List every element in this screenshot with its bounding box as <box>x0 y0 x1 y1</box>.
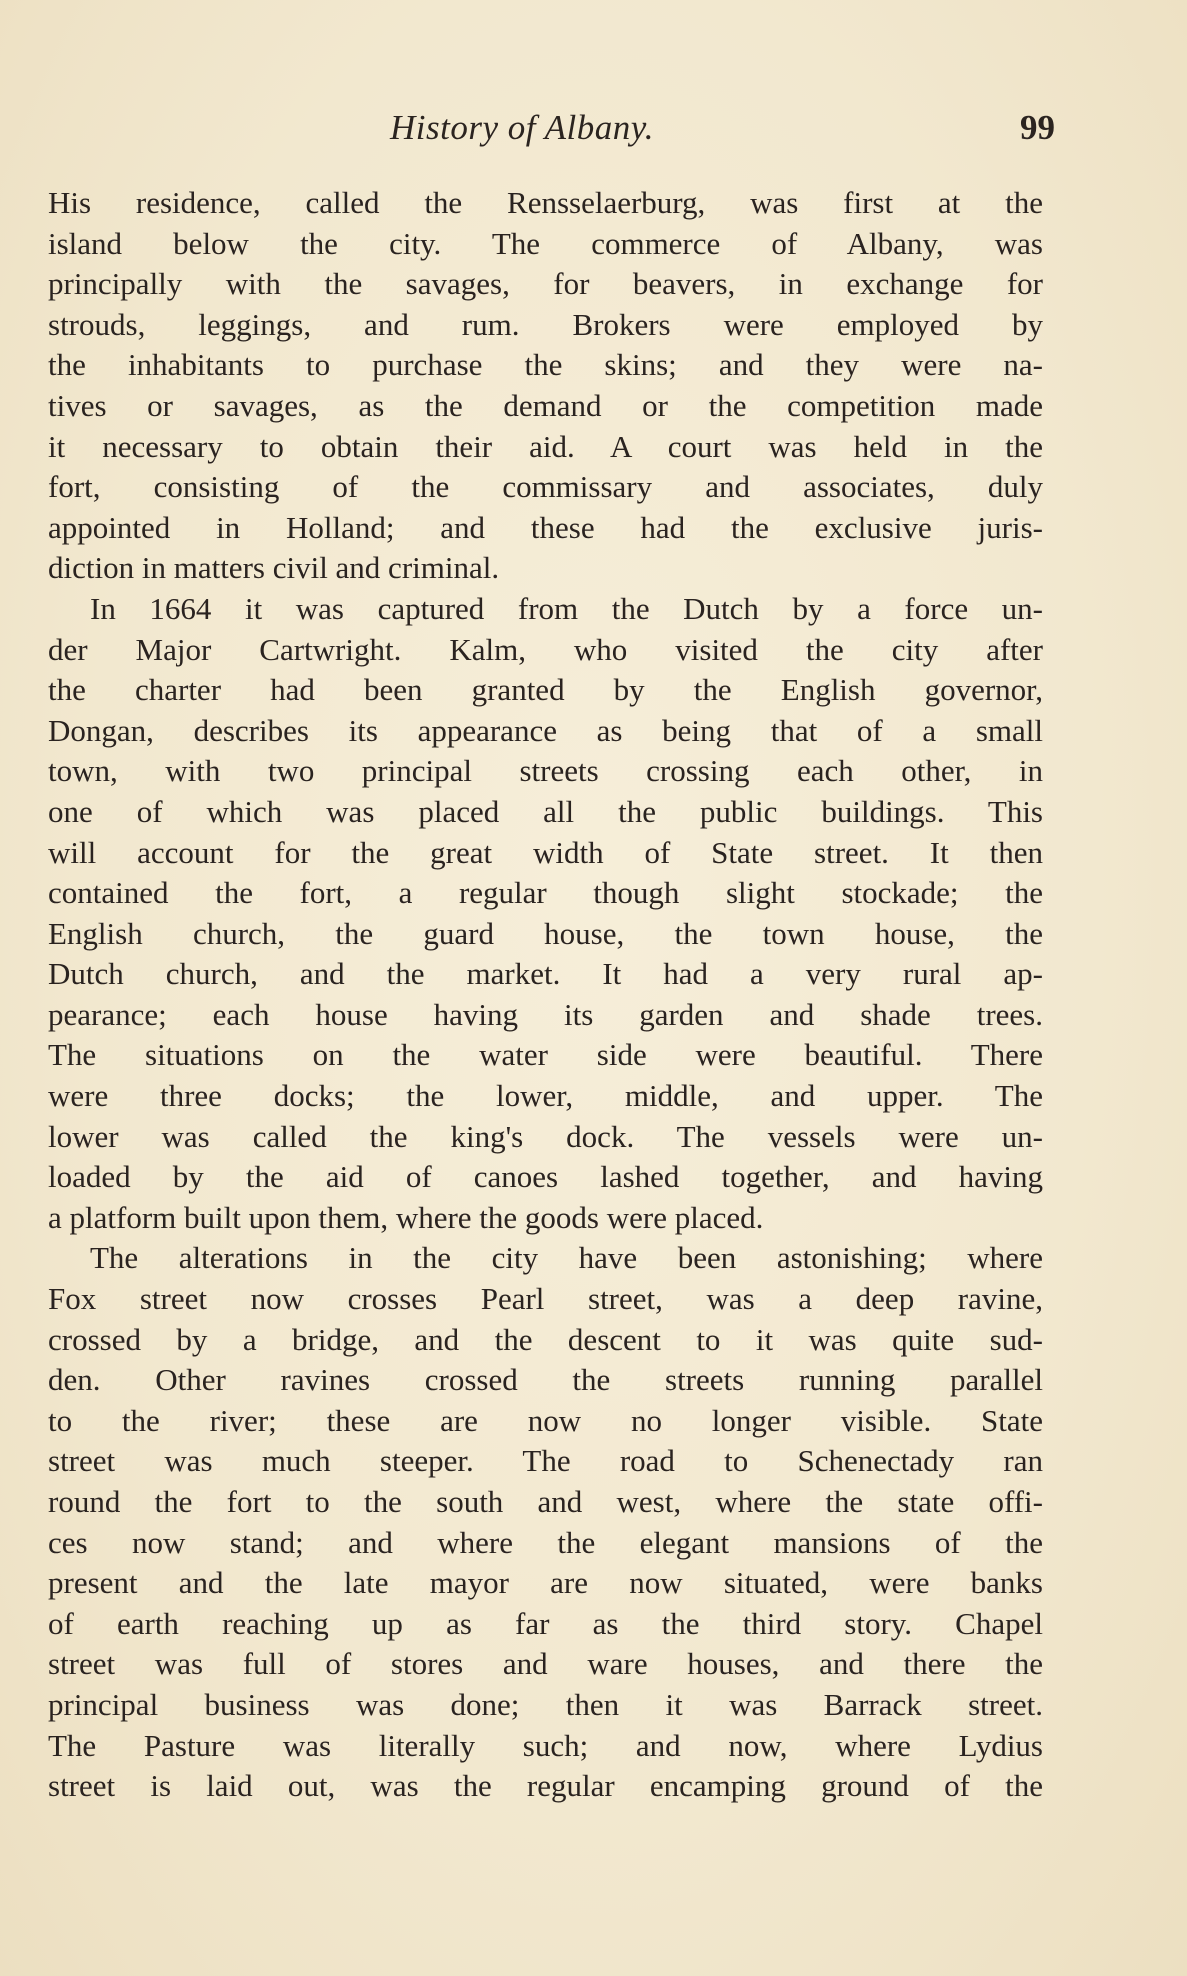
text-line: The situations on the water side were beautiful. There <box>48 1037 1043 1073</box>
text-line: street was much steeper. The road to Schenectady ran <box>48 1443 1043 1479</box>
text-line: Fox street now crosses Pearl street, was a deep ravine, <box>48 1281 1043 1317</box>
text-line: ces now stand; and where the elegant mansions of the <box>48 1524 1043 1560</box>
page-number: 99 <box>1020 108 1055 147</box>
text-line: town, with two principal streets crossing each other, in <box>48 753 1043 789</box>
text-line: round the fort to the south and west, where the state offi- <box>48 1484 1043 1519</box>
text-line: island below the city. The commerce of Albany, was <box>48 225 1043 261</box>
text-line: the charter had been granted by the English governor, <box>48 672 1043 708</box>
text-line: a platform built upon them, where the goods were placed. <box>48 1199 764 1235</box>
text-line: pearance; each house having its garden and shade trees. <box>48 996 1043 1032</box>
text-line: crossed by a bridge, and the descent to it was quite sud- <box>48 1321 1043 1357</box>
text-line: strouds, leggings, and rum. Brokers were employed by <box>48 306 1043 342</box>
text-line: one of which was placed all the public buildings. This <box>48 793 1043 829</box>
paragraph-start-line: The alterations in the city have been astonishing; where <box>90 1240 1043 1276</box>
text-line: fort, consisting of the commissary and associates, duly <box>48 469 1043 505</box>
running-head: History of Albany. <box>390 108 655 147</box>
text-line: the inhabitants to purchase the skins; and they were na- <box>48 347 1043 383</box>
text-line: it necessary to obtain their aid. A court was held in the <box>48 428 1043 464</box>
text-line: tives or savages, as the demand or the competition made <box>48 387 1043 423</box>
paragraph-start-line: In 1664 it was captured from the Dutch by a force un- <box>90 590 1043 626</box>
text-line: der Major Cartwright. Kalm, who visited the city after <box>48 631 1043 667</box>
page-header <box>0 108 1187 158</box>
text-line: appointed in Holland; and these had the exclusive juris- <box>48 509 1043 545</box>
text-line: contained the fort, a regular though slight stockade; the <box>48 875 1043 911</box>
body-text <box>48 183 1043 1807</box>
text-line: diction in matters civil and criminal. <box>48 550 500 586</box>
text-line: den. Other ravines crossed the streets running parallel <box>48 1362 1043 1398</box>
text-line: to the river; these are now no longer visible. State <box>48 1402 1043 1438</box>
text-line: of earth reaching up as far as the third story. Chapel <box>48 1605 1043 1641</box>
text-line: lower was called the king's dock. The vessels were un- <box>48 1118 1043 1154</box>
text-line: loaded by the aid of canoes lashed together, and having <box>48 1159 1043 1195</box>
text-line: Dutch church, and the market. It had a very rural ap- <box>48 956 1043 992</box>
text-line: Dongan, describes its appearance as being that of a small <box>48 712 1043 748</box>
text-line: street was full of stores and ware houses, and there the <box>48 1646 1043 1682</box>
text-line: His residence, called the Rensselaerburg, was first at the <box>48 185 1043 220</box>
text-line: principal business was done; then it was Barrack street. <box>48 1686 1043 1722</box>
text-line: will account for the great width of State street. It then <box>48 834 1043 870</box>
text-line: English church, the guard house, the town house, the <box>48 915 1043 951</box>
text-line: principally with the savages, for beavers, in exchange for <box>48 266 1043 302</box>
text-line: present and the late mayor are now situated, were banks <box>48 1565 1043 1601</box>
text-line: street is laid out, was the regular encamping ground of the <box>48 1768 1043 1804</box>
text-line: were three docks; the lower, middle, and upper. The <box>48 1078 1043 1114</box>
text-line: The Pasture was literally such; and now, where Lydius <box>48 1727 1043 1763</box>
